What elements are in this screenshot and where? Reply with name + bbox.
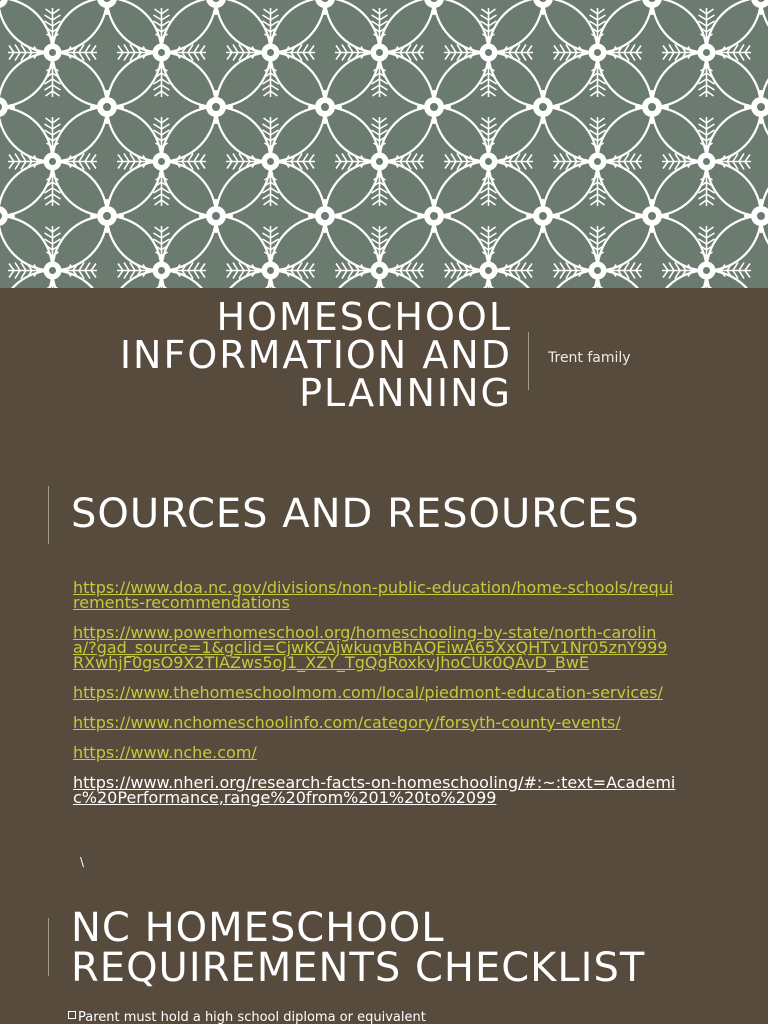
- sources-heading: SOURCES AND RESOURCES: [71, 491, 640, 537]
- checklist-heading: NC HOMESCHOOL REQUIREMENTS CHECKLIST: [71, 905, 646, 991]
- sources-accent-bar: [48, 486, 49, 544]
- subtitle: Trent family: [548, 350, 631, 366]
- list-item: [73, 775, 678, 805]
- title-slide: [0, 288, 768, 448]
- source-link-nheri[interactable]: https://www.nheri.org/research-facts-on-homeschooling/#:~:text=Academic%20Performance,range%20from%201%20to%2099: [73, 773, 676, 807]
- source-link-doa[interactable]: https://www.doa.nc.gov/divisions/non-public-education/home-schools/requirements-recommendations: [73, 578, 674, 612]
- list-item: [73, 745, 678, 760]
- list-item: [73, 715, 678, 730]
- decorative-floral-banner: [0, 0, 768, 288]
- sources-link-list: [73, 580, 678, 820]
- title-divider: [528, 332, 529, 390]
- source-link-nche[interactable]: https://www.nche.com/: [73, 743, 257, 762]
- checklist-item: [68, 1010, 426, 1024]
- checklist-accent-bar: [48, 918, 49, 976]
- requirements-checklist: [68, 1010, 426, 1024]
- source-link-nchomeschoolinfo[interactable]: https://www.nchomeschoolinfo.com/category/forsyth-county-events/: [73, 713, 621, 732]
- checklist-item-label: Parent must hold a high school diploma or equivalent: [78, 1010, 426, 1024]
- checkbox-icon[interactable]: [68, 1011, 76, 1019]
- main-title-line-3: PLANNING: [299, 371, 512, 415]
- stray-mark: \: [80, 855, 85, 869]
- list-item: [73, 685, 678, 700]
- source-link-thehomeschoolmom[interactable]: https://www.thehomeschoolmom.com/local/piedmont-education-services/: [73, 683, 663, 702]
- list-item: [73, 580, 678, 610]
- main-title-line-2: INFORMATION AND: [119, 333, 512, 377]
- main-title-line-1: HOMESCHOOL: [216, 295, 512, 339]
- list-item: [73, 625, 678, 670]
- source-link-powerhomeschool[interactable]: https://www.powerhomeschool.org/homeschooling-by-state/north-carolina/?gad_source=1&gclid=CjwKCAjwkuqvBhAQEiwA65XxQHTv1Nr05znY999RXwhjF0gsO9X2TIAZws5oJ1_XZY_TgQgRoxkvJhoCUk0QAvD_BwE: [73, 623, 668, 672]
- main-title: [52, 295, 512, 415]
